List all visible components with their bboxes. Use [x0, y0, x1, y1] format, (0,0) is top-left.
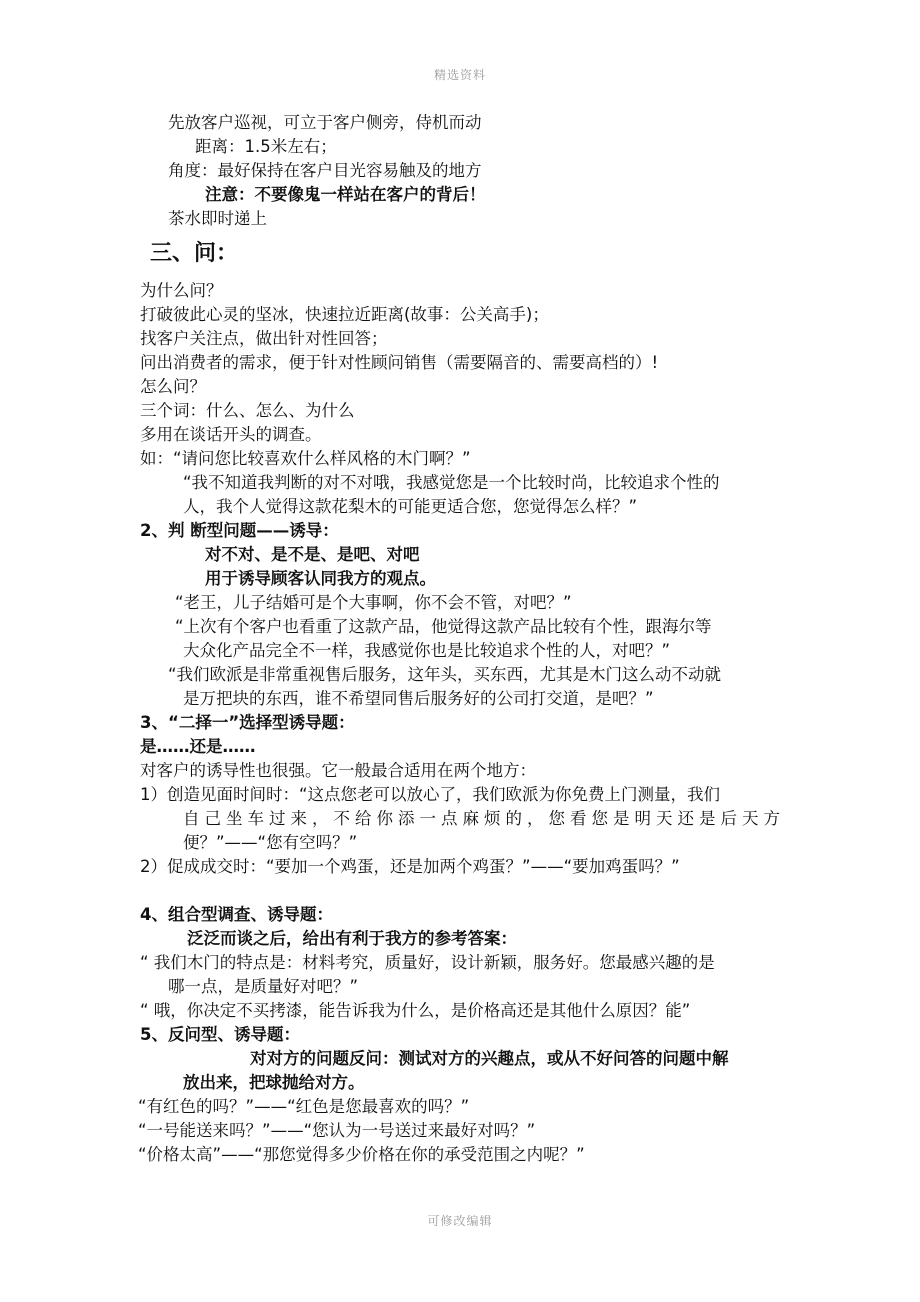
- text-line: 多用在谈话开头的调查。: [140, 425, 322, 444]
- text-line: 对客户的诱导性也很强。它一般最合适用在两个地方：: [140, 761, 536, 780]
- text-line: 注意：不要像鬼一样站在客户的背后！: [205, 185, 486, 204]
- text-line: 为什么问？: [140, 281, 223, 300]
- subsection-heading: 2、判 断型问题——诱导：: [140, 521, 339, 540]
- text-line: “老王，儿子结婚可是个大事啊，你不会不管，对吧？”: [175, 593, 572, 612]
- section-heading: 三、问：: [150, 241, 239, 266]
- text-line: 自己坐车过来，不给你添一点麻烦的，您看您是明天还是后天方: [183, 809, 780, 828]
- subsection-heading: 5、反问型、诱导题：: [140, 1025, 300, 1044]
- text-line: 打破彼此心灵的坚冰，快速拉近距离(故事：公关高手)；: [140, 305, 549, 324]
- text-line: 怎么问？: [140, 377, 206, 396]
- subsection-heading: 4、组合型调查、诱导题：: [140, 905, 333, 924]
- page-header: 精选资料: [433, 68, 486, 82]
- text-line: 人，我个人觉得这款花梨木的可能更适合您，您觉得怎么样？”: [183, 497, 638, 516]
- text-line: “ 哦，你决定不买拷漆，能告诉我为什么，是价格高还是其他什么原因？能”: [140, 1001, 691, 1020]
- text-line: “ 我们木门的特点是：材料考究，质量好，设计新颖，服务好。您最感兴趣的是: [140, 953, 715, 972]
- page-footer: 可修改编辑: [427, 1214, 493, 1228]
- text-line: 距离：1.5米左右；: [195, 137, 337, 156]
- text-line: “有红色的吗？”——“红色是您最喜欢的吗？”: [138, 1097, 470, 1116]
- text-line: “价格太高”——“那您觉得多少价格在你的承受范围之内呢？”: [138, 1145, 585, 1164]
- text-line: 找客户关注点，做出针对性回答；: [140, 329, 388, 348]
- text-line: “我们欧派是非常重视售后服务，这年头，买东西，尤其是木门这么动不动就: [168, 665, 722, 684]
- text-line: 哪一点，是质量好对吧？”: [168, 977, 359, 996]
- text-line: 三个词：什么、怎么、为什么: [140, 401, 355, 420]
- text-line: 如：“请问您比较喜欢什么样风格的木门啊？”: [140, 449, 471, 468]
- text-line: 2）促成成交时：“要加一个鸡蛋，还是加两个鸡蛋？”——“要加鸡蛋吗？”: [140, 857, 680, 876]
- text-line: 用于诱导顾客认同我方的观点。: [205, 569, 436, 588]
- text-line: 是万把块的东西，谁不希望同售后服务好的公司打交道，是吧？”: [183, 689, 654, 708]
- text-line: 对对方的问题反问：测试对方的兴趣点，或从不好问答的问题中解: [250, 1049, 729, 1068]
- text-line: 放出来，把球抛给对方。: [183, 1073, 365, 1092]
- text-line: “我不知道我判断的对不对哦，我感觉您是一个比较时尚，比较追求个性的: [183, 473, 720, 492]
- text-line: 先放客户巡视，可立于客户侧旁，侍机而动: [168, 113, 482, 132]
- text-line: “一号能送来吗？”——“您认为一号送过来最好对吗？”: [138, 1121, 536, 1140]
- subsection-heading: 3、“二择一”选择型诱导题：: [140, 713, 355, 732]
- text-line: “上次有个客户也看重了这款产品，他觉得这款产品比较有个性，跟海尔等: [175, 617, 712, 636]
- text-line: 1）创造见面时间时：“这点您老可以放心了，我们欧派为你免费上门测量，我们: [140, 785, 721, 804]
- text-line: 茶水即时递上: [168, 209, 267, 228]
- text-line: 角度：最好保持在客户目光容易触及的地方: [168, 161, 482, 180]
- text-line: 对不对、是不是、是吧、对吧: [205, 545, 420, 564]
- text-line: 是……还是……: [140, 737, 256, 756]
- text-line: 泛泛而谈之后，给出有利于我方的参考答案：: [187, 929, 517, 948]
- text-line: 便？”——“您有空吗？”: [183, 833, 358, 852]
- text-line: 问出消费者的需求，便于针对性顾问销售（需要隔音的、需要高档的）!: [140, 353, 659, 372]
- text-line: 大众化产品完全不一样，我感觉你也是比较追求个性的人，对吧？”: [183, 641, 671, 660]
